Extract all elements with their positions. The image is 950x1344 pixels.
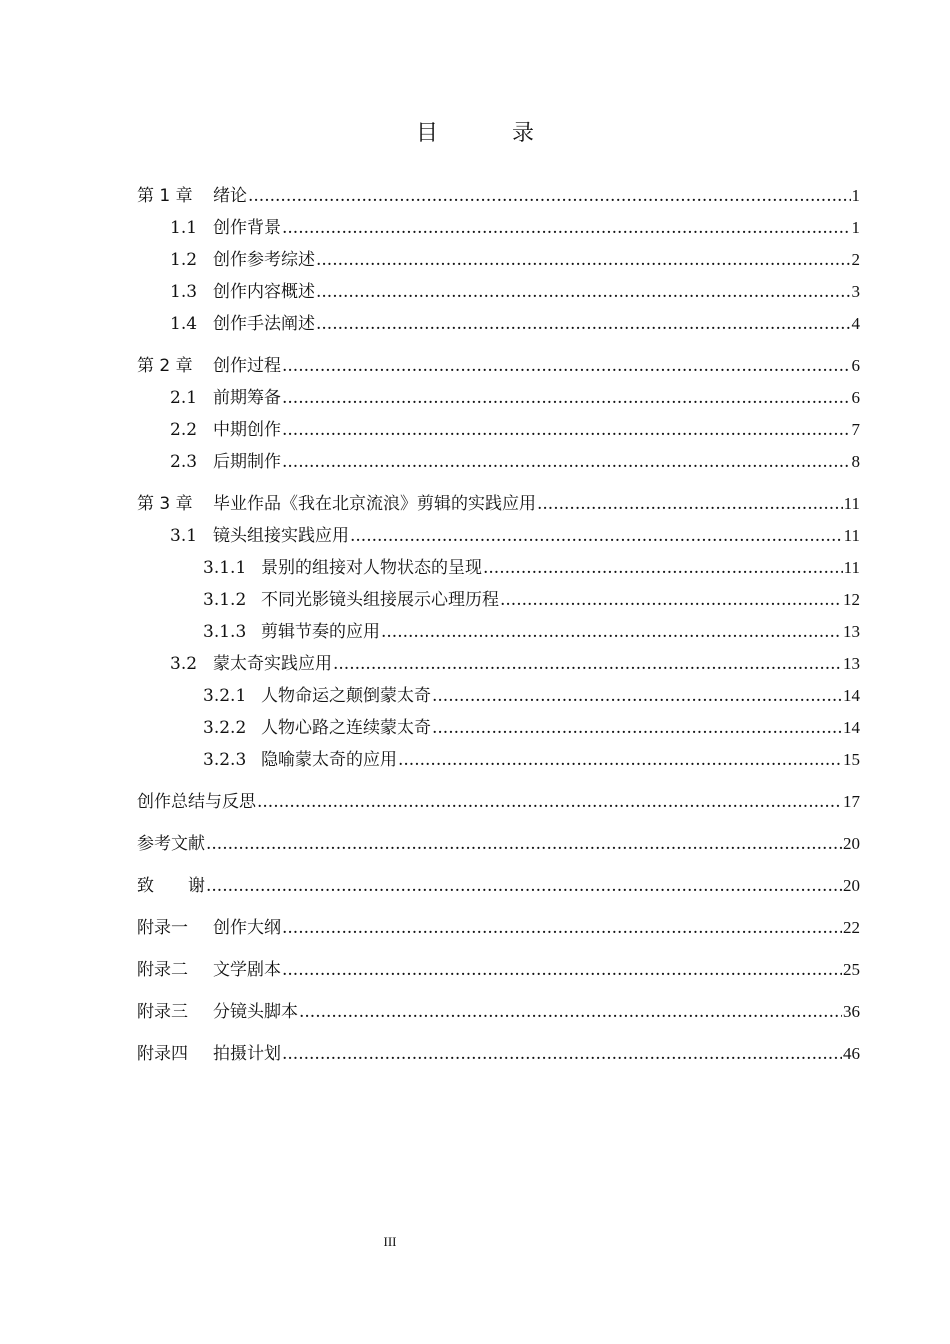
- toc-entry-label: 隐喻蒙太奇的应用: [261, 750, 397, 770]
- dot-leader: [282, 414, 851, 446]
- toc-entry-label: 创作背景: [213, 218, 281, 238]
- toc-entry-number: 3.2.2: [203, 718, 247, 738]
- toc-entry-label: 不同光影镜头组接展示心理历程: [261, 590, 499, 610]
- toc-entry-number: 3.1.3: [203, 622, 247, 642]
- dot-leader: [432, 712, 842, 744]
- toc-entry-label: 致 谢: [137, 876, 205, 896]
- dot-leader: [333, 648, 842, 680]
- dot-leader: [282, 954, 842, 986]
- dot-leader: [282, 212, 851, 244]
- dot-leader: [500, 584, 842, 616]
- toc-entry-1-2[interactable]: [137, 244, 860, 276]
- toc-entry-number: 2.1: [170, 388, 198, 408]
- toc-entry-label: 绪论: [213, 186, 247, 206]
- toc-entry-2-1[interactable]: [137, 382, 860, 414]
- toc-entry-3-1-3[interactable]: [137, 616, 860, 648]
- toc-entry-number: 第 3 章: [137, 494, 193, 514]
- toc-entry-appendix-4[interactable]: [137, 1038, 860, 1070]
- toc-title: 目 录: [415, 121, 560, 146]
- toc-entry-2-2[interactable]: [137, 414, 860, 446]
- toc-entry-label: 前期筹备: [213, 388, 281, 408]
- toc-entry-3-1-2[interactable]: [137, 584, 860, 616]
- toc-entry-page: 7: [851, 420, 860, 439]
- toc-entry-1-1[interactable]: [137, 212, 860, 244]
- toc-entry-page: 8: [851, 452, 860, 471]
- toc-entry-label: 创作内容概述: [213, 282, 315, 302]
- dot-leader: [316, 308, 851, 340]
- dot-leader: [483, 552, 843, 584]
- toc-entry-3-1[interactable]: [137, 520, 860, 552]
- dot-leader: [299, 996, 842, 1028]
- toc-entry-page: 25: [843, 960, 860, 979]
- toc-entry-number: 3.2: [170, 654, 198, 674]
- toc-entry-page: 6: [851, 388, 860, 407]
- dot-leader: [316, 244, 851, 276]
- page-number-footer: III: [383, 1234, 397, 1249]
- toc-entry-3-2-3[interactable]: [137, 744, 860, 776]
- toc-entry-page: 6: [851, 356, 860, 375]
- toc-entry-number: 1.1: [170, 218, 198, 238]
- toc-entry-label: 中期创作: [213, 420, 281, 440]
- toc-entry-number: 3.2.3: [203, 750, 247, 770]
- dot-leader: [316, 276, 851, 308]
- dot-leader: [248, 180, 851, 212]
- toc-entry-page: 14: [843, 718, 860, 737]
- toc-entry-label: 拍摄计划: [213, 1044, 281, 1064]
- toc-entry-1-3[interactable]: [137, 276, 860, 308]
- toc-entry-page: 12: [843, 590, 860, 609]
- dot-leader: [282, 446, 851, 478]
- toc-entry-number: 3.1.2: [203, 590, 247, 610]
- toc-entry-page: 4: [851, 314, 860, 333]
- toc-entry-page: 1: [851, 218, 860, 237]
- toc-entry-page: 20: [843, 834, 860, 853]
- toc-entry-page: 17: [843, 792, 860, 811]
- toc-entry-label: 创作大纲: [213, 918, 281, 938]
- toc-entry-number: 3.1.1: [203, 558, 247, 578]
- toc-entry-3-2-1[interactable]: [137, 680, 860, 712]
- toc-entry-label: 文学剧本: [213, 960, 281, 980]
- toc-entry-page: 14: [843, 686, 860, 705]
- toc-entry-number: 附录四: [137, 1044, 188, 1064]
- toc-entry-number: 1.4: [170, 314, 198, 334]
- toc-entry-number: 1.2: [170, 250, 198, 270]
- toc-entry-page: 22: [843, 918, 860, 937]
- toc-entry-number: 3.2.1: [203, 686, 247, 706]
- dot-leader: [257, 786, 842, 818]
- toc-entry-2-3[interactable]: [137, 446, 860, 478]
- toc-entry-label: 人物命运之颠倒蒙太奇: [261, 686, 431, 706]
- dot-leader: [350, 520, 843, 552]
- toc-entry-appendix-3[interactable]: [137, 996, 860, 1028]
- toc-entry-label: 后期制作: [213, 452, 281, 472]
- toc-entry-label: 人物心路之连续蒙太奇: [261, 718, 431, 738]
- toc-entry-page: 13: [843, 654, 860, 673]
- toc-entry-number: 附录二: [137, 960, 188, 980]
- toc-entry-summary[interactable]: [137, 786, 860, 818]
- table-of-contents: [137, 180, 860, 1070]
- toc-entry-number: 3.1: [170, 526, 198, 546]
- dot-leader: [282, 1038, 842, 1070]
- toc-entry-label: 创作过程: [213, 356, 281, 376]
- dot-leader: [398, 744, 842, 776]
- toc-entry-label: 剪辑节奏的应用: [261, 622, 380, 642]
- toc-entry-appendix-2[interactable]: [137, 954, 860, 986]
- toc-entry-page: 11: [843, 526, 860, 545]
- toc-entry-label: 镜头组接实践应用: [213, 526, 349, 546]
- toc-entry-acknowledgements[interactable]: [137, 870, 860, 902]
- dot-leader: [432, 680, 842, 712]
- toc-entry-label: 创作参考综述: [213, 250, 315, 270]
- toc-entry-page: 3: [851, 282, 860, 301]
- toc-entry-page: 36: [843, 1002, 860, 1021]
- toc-entry-page: 15: [843, 750, 860, 769]
- toc-entry-label: 创作总结与反思: [137, 792, 256, 812]
- toc-entry-1-4[interactable]: [137, 308, 860, 340]
- toc-entry-3-2[interactable]: [137, 648, 860, 680]
- dot-leader: [282, 912, 842, 944]
- toc-entry-label: 毕业作品《我在北京流浪》剪辑的实践应用: [213, 494, 536, 514]
- toc-entry-page: 20: [843, 876, 860, 895]
- toc-entry-appendix-1[interactable]: [137, 912, 860, 944]
- dot-leader: [381, 616, 842, 648]
- toc-entry-page: 13: [843, 622, 860, 641]
- toc-entry-number: 1.3: [170, 282, 198, 302]
- toc-entry-page: 11: [843, 558, 860, 577]
- toc-entry-3-1-1[interactable]: [137, 552, 860, 584]
- toc-entry-page: 46: [843, 1044, 860, 1063]
- dot-leader: [206, 828, 842, 860]
- toc-entry-number: 第 2 章: [137, 356, 193, 376]
- dot-leader: [282, 382, 851, 414]
- toc-entry-label: 蒙太奇实践应用: [213, 654, 332, 674]
- toc-entry-label: 景别的组接对人物状态的呈现: [261, 558, 482, 578]
- dot-leader: [206, 870, 842, 902]
- toc-entry-chapter-3[interactable]: [137, 488, 860, 520]
- toc-entry-label: 创作手法阐述: [213, 314, 315, 334]
- toc-entry-chapter-2[interactable]: [137, 350, 860, 382]
- toc-entry-number: 附录一: [137, 918, 188, 938]
- toc-entry-number: 第 1 章: [137, 186, 193, 206]
- toc-entry-number: 附录三: [137, 1002, 188, 1022]
- dot-leader: [282, 350, 851, 382]
- dot-leader: [537, 488, 843, 520]
- toc-entry-number: 2.3: [170, 452, 198, 472]
- toc-entry-page: 11: [843, 494, 860, 513]
- toc-entry-number: 2.2: [170, 420, 198, 440]
- toc-entry-label: 参考文献: [137, 834, 205, 854]
- toc-entry-page: 1: [851, 186, 860, 205]
- toc-entry-label: 分镜头脚本: [213, 1002, 298, 1022]
- toc-entry-page: 2: [851, 250, 860, 269]
- toc-entry-3-2-2[interactable]: [137, 712, 860, 744]
- toc-entry-references[interactable]: [137, 828, 860, 860]
- toc-entry-chapter-1[interactable]: [137, 180, 860, 212]
